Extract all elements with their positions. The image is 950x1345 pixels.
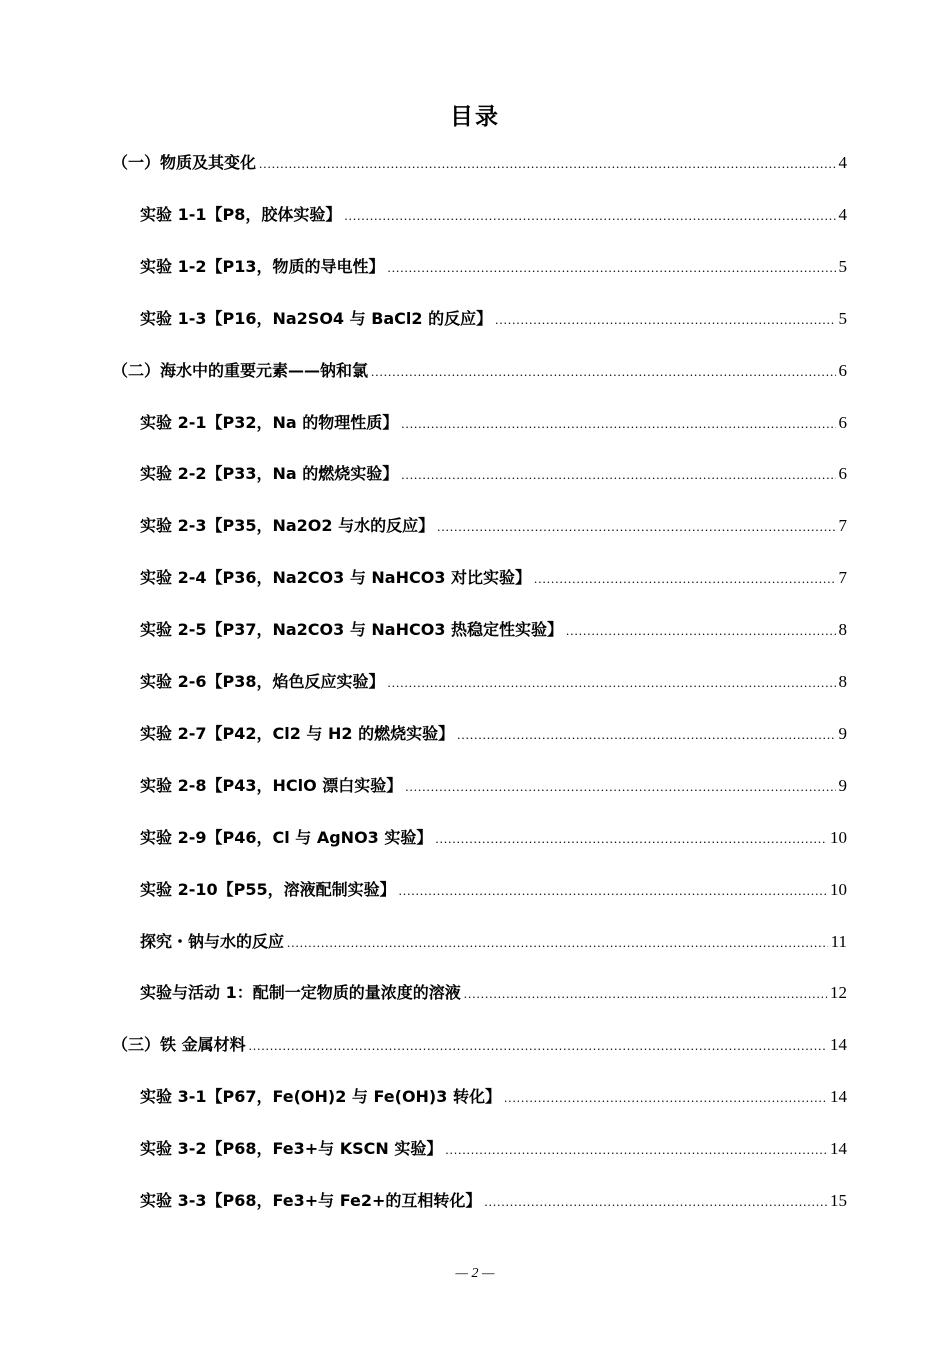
toc-page-number: 5 [838, 256, 847, 276]
toc-page-number: 12 [830, 983, 847, 1003]
toc-item[interactable] [140, 563, 847, 593]
toc-item[interactable] [140, 408, 847, 438]
dot-leader [387, 253, 835, 283]
toc-label: （一）物质及其变化 [112, 153, 257, 172]
toc-page-number: 5 [838, 308, 847, 328]
dot-leader [534, 564, 835, 594]
toc-item[interactable] [140, 667, 847, 697]
toc-label: 实验 2-6【P38，焰色反应实验】 [140, 672, 385, 691]
toc-page-number: 14 [830, 1139, 847, 1159]
toc-label: 实验 2-4【P36，Na2CO3 与 NaHCO3 对比实验】 [140, 568, 532, 588]
toc-page-number: 4 [838, 153, 847, 172]
toc-page-number: 14 [830, 1087, 847, 1107]
dot-leader [344, 201, 835, 231]
toc-item[interactable] [140, 1134, 847, 1164]
toc-item[interactable] [140, 1082, 847, 1112]
toc-label: 实验 2-8【P43，HClO 漂白实验】 [140, 775, 403, 795]
dot-leader [566, 616, 835, 646]
toc-page-number: 8 [838, 620, 847, 640]
toc-label: （三）铁 金属材料 [112, 1035, 246, 1055]
toc-item[interactable] [140, 459, 847, 489]
toc-item[interactable] [140, 511, 847, 541]
toc-section[interactable] [112, 148, 847, 178]
dot-leader [399, 876, 827, 906]
dot-leader [249, 1031, 827, 1061]
dot-leader [401, 460, 835, 490]
toc-page-number: 7 [838, 568, 847, 588]
dot-leader [495, 305, 835, 335]
toc-item[interactable] [140, 615, 847, 645]
toc-item[interactable] [140, 719, 847, 749]
toc-label: 实验 2-9【P46，Cl 与 AgNO3 实验】 [140, 827, 433, 847]
toc-label: 实验 3-1【P67，Fe(OH)2 与 Fe(OH)3 转化】 [140, 1087, 501, 1107]
toc-item[interactable] [140, 823, 847, 853]
toc-item[interactable] [140, 978, 847, 1008]
toc-page-number: 6 [838, 412, 847, 432]
toc-page-number: 9 [838, 723, 847, 743]
toc-section[interactable] [112, 1030, 847, 1060]
page-title: 目录 [450, 104, 500, 130]
toc-item[interactable] [140, 1186, 847, 1216]
toc-page-number: 8 [838, 672, 847, 691]
toc-page-number: 9 [838, 775, 847, 795]
toc-page-number: 11 [830, 931, 847, 951]
toc-page-number: 14 [830, 1035, 847, 1055]
toc-page-number: 7 [838, 516, 847, 536]
page-number-footer: — 2 — [455, 1266, 495, 1281]
toc-page-number: 10 [830, 879, 847, 899]
dot-leader [437, 512, 835, 542]
toc-label: 实验 2-10【P55，溶液配制实验】 [140, 879, 396, 899]
toc-page-number: 6 [838, 464, 847, 484]
toc-label: 实验 2-3【P35，Na2O2 与水的反应】 [140, 516, 435, 536]
toc-item[interactable] [140, 252, 847, 282]
dot-leader [405, 772, 835, 802]
toc-item[interactable] [140, 200, 847, 230]
dot-leader [401, 409, 835, 439]
toc-item[interactable] [140, 875, 847, 905]
dot-leader [484, 1187, 827, 1217]
toc-label: 实验 1-1【P8，胶体实验】 [140, 204, 342, 224]
toc-page-number: 6 [838, 360, 847, 380]
toc-label: 实验 2-5【P37，Na2CO3 与 NaHCO3 热稳定性实验】 [140, 620, 564, 640]
dot-leader [287, 928, 828, 958]
toc-label: （二）海水中的重要元素——钠和氯 [112, 360, 369, 380]
dot-leader [259, 149, 835, 179]
toc-label: 实验 3-2【P68，Fe3+与 KSCN 实验】 [140, 1139, 443, 1159]
toc-page-number: 10 [830, 827, 847, 847]
toc-page-number: 4 [838, 204, 847, 224]
toc-label: 实验 2-1【P32，Na 的物理性质】 [140, 412, 399, 432]
toc-label: 实验与活动 1：配制一定物质的量浓度的溶液 [140, 983, 461, 1003]
toc-label: 实验 1-2【P13，物质的导电性】 [140, 256, 385, 276]
toc-item[interactable] [140, 304, 847, 334]
toc-section[interactable] [112, 356, 847, 386]
toc-page-number: 15 [830, 1191, 847, 1210]
dot-leader [504, 1083, 827, 1113]
dot-leader [445, 1135, 827, 1165]
dot-leader [435, 824, 827, 854]
toc-label: 探究・钠与水的反应 [140, 931, 285, 951]
dot-leader [457, 720, 835, 750]
toc-item[interactable] [140, 771, 847, 801]
toc-label: 实验 2-7【P42，Cl2 与 H2 的燃烧实验】 [140, 723, 455, 743]
toc-label: 实验 3-3【P68，Fe3+与 Fe2+的互相转化】 [140, 1191, 482, 1210]
dot-leader [371, 357, 835, 387]
toc-label: 实验 1-3【P16，Na2SO4 与 BaCl2 的反应】 [140, 308, 493, 328]
dot-leader [387, 668, 835, 698]
toc-label: 实验 2-2【P33，Na 的燃烧实验】 [140, 464, 399, 484]
toc-item[interactable] [140, 927, 847, 957]
dot-leader [464, 979, 827, 1009]
